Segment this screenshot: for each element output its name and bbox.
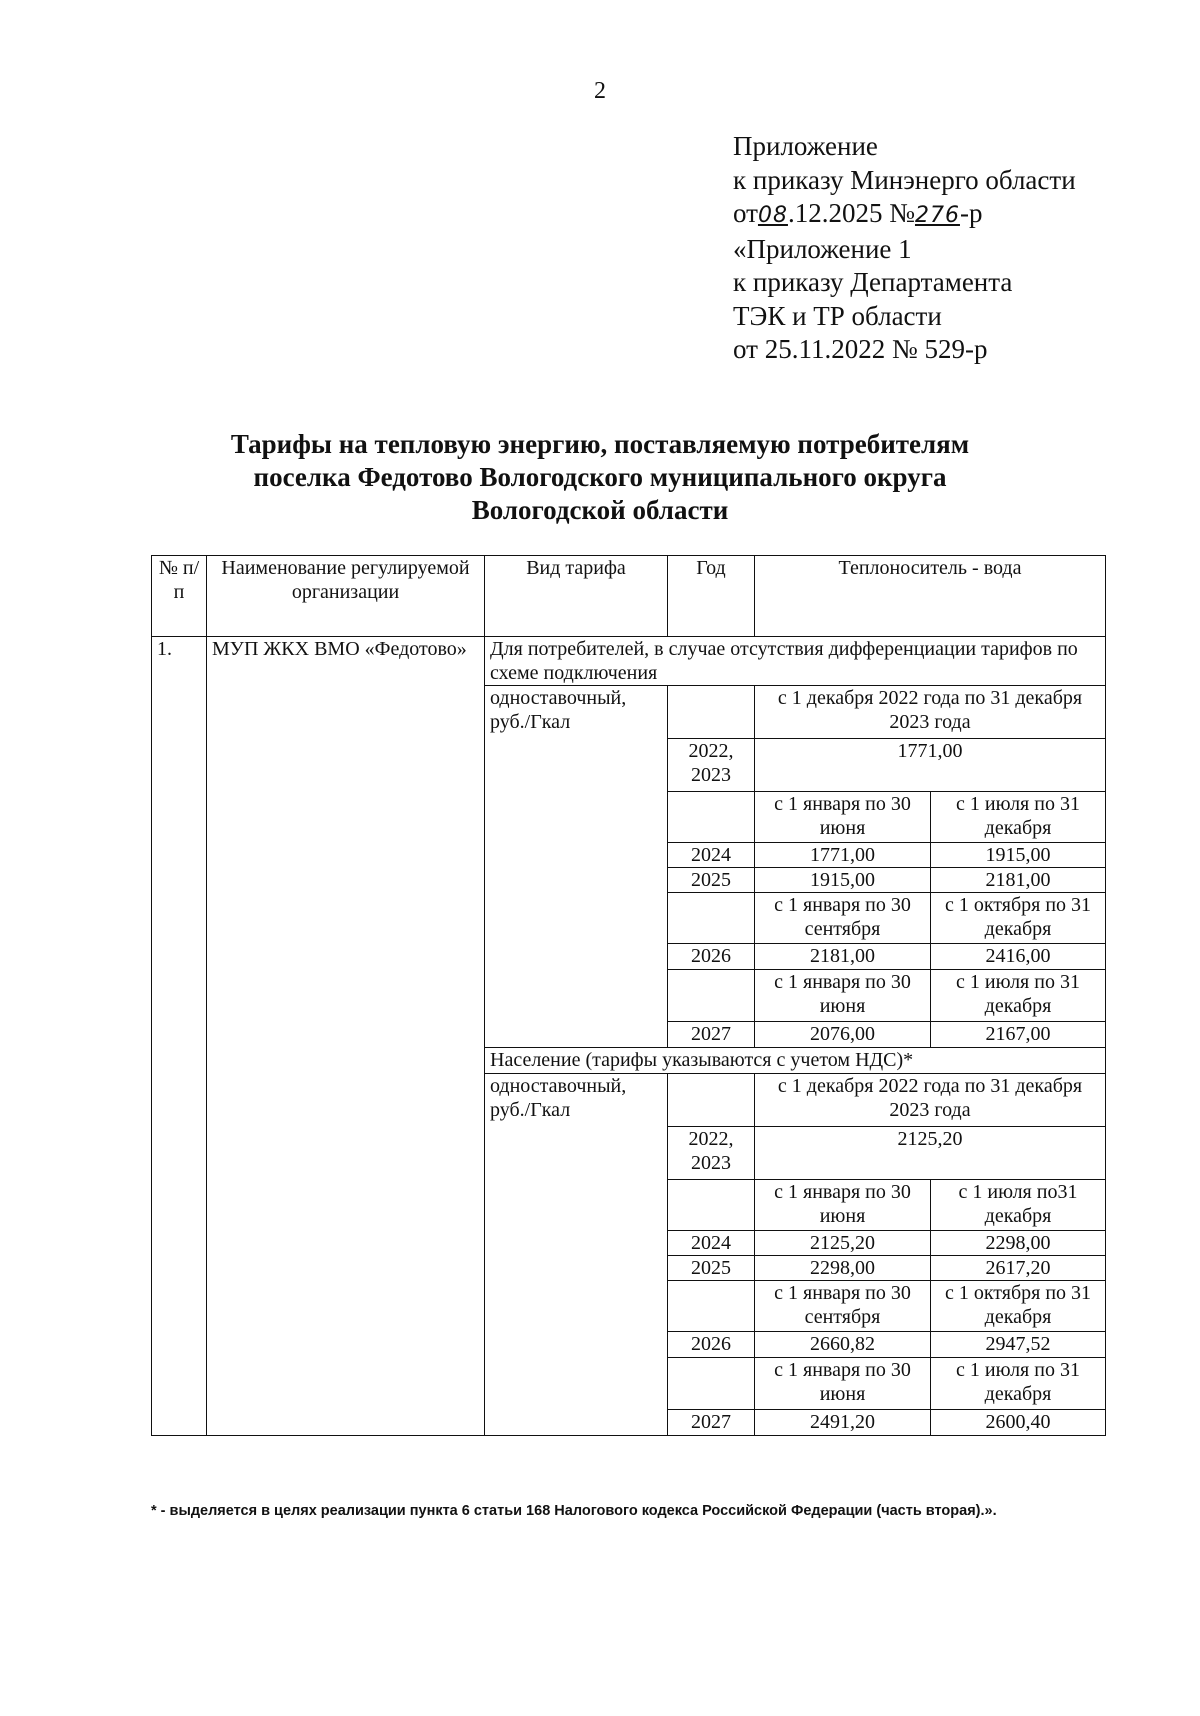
empty-year-cell [668,1074,755,1127]
year-cell: 2022, 2023 [668,1127,755,1180]
handwritten-day: 08 [757,203,788,228]
table-header-row [152,556,1106,637]
document-title [0,428,1200,527]
empty-year-cell [668,686,755,739]
title-line: Вологодской области [471,495,729,525]
appendix-date-line [733,197,1076,233]
empty-year-cell [668,893,755,944]
header-num: № п/п [152,556,207,637]
value-cell: 1771,00 [755,739,1106,792]
footnote: * - выделяется в целях реализации пункта 6 статьи 168 Налогового кодекса Российской Федерации (часть вторая).». [151,1503,997,1519]
period-cell: с 1 января по 30 сентября [755,893,931,944]
empty-year-cell [668,1180,755,1231]
appendix-header [733,130,1076,367]
period-cell: с 1 июля по 31 декабря [931,1358,1106,1410]
year-cell: 2026 [668,944,755,970]
year-cell: 2022, 2023 [668,739,755,792]
value-cell: 2125,20 [755,1231,931,1256]
value-cell: 2660,82 [755,1332,931,1358]
value-cell: 2600,40 [931,1410,1106,1436]
value-cell: 2416,00 [931,944,1106,970]
empty-year-cell [668,1281,755,1332]
appendix-date-prefix: от [733,198,758,228]
period-cell: с 1 октября по 31 декабря [931,893,1106,944]
value-cell: 2947,52 [931,1332,1106,1358]
year-cell: 2024 [668,843,755,868]
appendix-line: ТЭК и ТР области [733,300,942,331]
handwritten-order-number: 276 [914,203,960,228]
appendix-line: к приказу Департамента [733,267,1013,297]
empty-year-cell [668,1358,755,1410]
title-line: поселка Федотово Вологодского муниципального округа [253,462,947,492]
period-cell: с 1 января по 30 июня [755,1358,931,1410]
value-cell: 2181,00 [931,868,1106,893]
period-cell: с 1 июля по31 декабря [931,1180,1106,1231]
tariff-table [151,555,1106,1436]
year-cell: 2024 [668,1231,755,1256]
year-cell: 2025 [668,1256,755,1281]
value-cell: 2125,20 [755,1127,1106,1180]
year-cell: 2025 [668,868,755,893]
page-number: 2 [594,78,606,104]
value-cell: 2076,00 [755,1022,931,1048]
period-cell: с 1 января по 30 июня [755,792,931,843]
value-cell: 1915,00 [755,868,931,893]
value-cell: 2181,00 [755,944,931,970]
empty-year-cell [668,970,755,1022]
header-carrier: Теплоноситель - вода [755,556,1106,637]
period-cell: с 1 января по 30 июня [755,970,931,1022]
appendix-line: Приложение [733,131,878,161]
period-cell: с 1 января по 30 сентября [755,1281,931,1332]
section1-tariff-type: одноставочный, руб./Гкал [485,686,668,1048]
table-row [152,637,1106,686]
organization-name: МУП ЖКХ ВМО «Федотово» [207,637,485,1436]
value-cell: 2298,00 [755,1256,931,1281]
period-cell: с 1 декабря 2022 года по 31 декабря 2023 года [755,1074,1106,1127]
period-cell: с 1 июля по 31 декабря [931,970,1106,1022]
value-cell: 2617,20 [931,1256,1106,1281]
appendix-line: к приказу Минэнерго области [733,164,1076,195]
value-cell: 2167,00 [931,1022,1106,1048]
section2-title: Население (тарифы указываются с учетом НДС)* [485,1048,1106,1074]
section1-title: Для потребителей, в случае отсутствия дифференциации тарифов по схеме подключения [485,637,1106,686]
period-cell: с 1 июля по 31 декабря [931,792,1106,843]
period-cell: с 1 декабря 2022 года по 31 декабря 2023 года [755,686,1106,739]
section2-tariff-type: одноставочный, руб./Гкал [485,1074,668,1436]
value-cell: 1915,00 [931,843,1106,868]
title-line: Тарифы на тепловую энергию, поставляемую потребителям [230,429,970,459]
year-cell: 2026 [668,1332,755,1358]
row-number: 1. [152,637,207,1436]
value-cell: 1771,00 [755,843,931,868]
empty-year-cell [668,792,755,843]
period-cell: с 1 января по 30 июня [755,1180,931,1231]
period-cell: с 1 октября по 31 декабря [931,1281,1106,1332]
appendix-line: от 25.11.2022 № 529-р [733,334,988,364]
header-year: Год [668,556,755,637]
header-tariff-type: Вид тарифа [485,556,668,637]
year-cell: 2027 [668,1410,755,1436]
appendix-date-mid: .12.2025 № [787,198,915,228]
appendix-date-suffix: -р [959,198,983,228]
header-org: Наименование регулируемой организации [207,556,485,637]
value-cell: 2298,00 [931,1231,1106,1256]
appendix-line: «Приложение 1 [733,233,912,264]
year-cell: 2027 [668,1022,755,1048]
value-cell: 2491,20 [755,1410,931,1436]
